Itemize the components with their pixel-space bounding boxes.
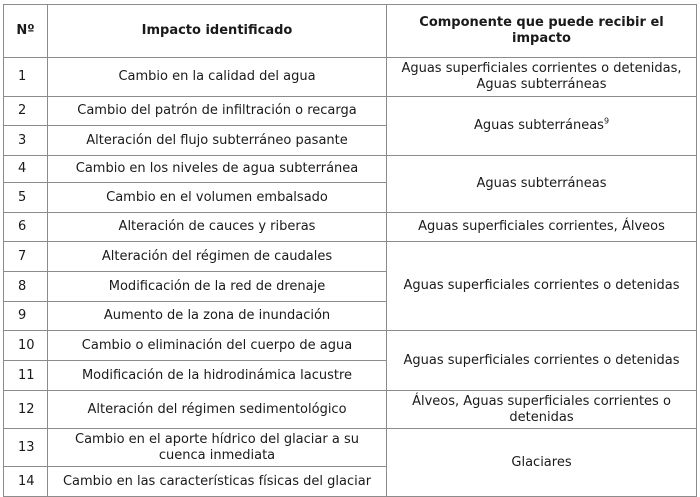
table-row (4, 331, 697, 361)
row-number: 4 (4, 156, 48, 183)
row-component: Aguas subterráneas (387, 156, 697, 213)
table-row (4, 58, 697, 97)
row-number: 9 (4, 302, 48, 331)
row-component: Aguas superficiales corrientes o detenidas, Aguas subterráneas (387, 58, 697, 97)
header-row (4, 5, 697, 58)
row-component: Aguas superficiales corrientes o detenidas (387, 242, 697, 331)
row-impact: Cambio en el volumen embalsado (48, 183, 387, 213)
header-num: Nº (4, 5, 48, 58)
row-component: Glaciares (387, 429, 697, 497)
row-impact: Cambio en la calidad del agua (48, 58, 387, 97)
row-number: 14 (4, 467, 48, 497)
row-component: Álveos, Aguas superficiales corrientes o detenidas (387, 391, 697, 429)
row-number: 7 (4, 242, 48, 272)
header-component: Componente que puede recibir el impacto (387, 5, 697, 58)
row-number: 11 (4, 361, 48, 391)
row-number: 10 (4, 331, 48, 361)
row-impact: Cambio del patrón de infiltración o recarga (48, 97, 387, 126)
row-number: 12 (4, 391, 48, 429)
component-text: Aguas subterráneas (473, 118, 604, 133)
row-impact: Cambio en el aporte hídrico del glaciar a su cuenca inmediata (48, 429, 387, 467)
row-number: 13 (4, 429, 48, 467)
impact-table (3, 4, 697, 497)
footnote-marker: 9 (603, 116, 610, 126)
row-number: 3 (4, 126, 48, 156)
row-number: 2 (4, 97, 48, 126)
table-row (4, 156, 697, 183)
row-impact: Cambio o eliminación del cuerpo de agua (48, 331, 387, 361)
row-component: Aguas superficiales corrientes o detenidas (387, 331, 697, 391)
row-impact: Alteración del régimen de caudales (48, 242, 387, 272)
row-number: 8 (4, 272, 48, 302)
row-impact: Modificación de la red de drenaje (48, 272, 387, 302)
row-number: 1 (4, 58, 48, 97)
table-row (4, 97, 697, 126)
row-impact: Alteración de cauces y riberas (48, 213, 387, 242)
table-row (4, 429, 697, 467)
row-impact: Alteración del flujo subterráneo pasante (48, 126, 387, 156)
header-impact: Impacto identificado (48, 5, 387, 58)
row-impact: Cambio en las características físicas del glaciar (48, 467, 387, 497)
row-number: 6 (4, 213, 48, 242)
row-impact: Modificación de la hidrodinámica lacustre (48, 361, 387, 391)
row-component: Aguas superficiales corrientes, Álveos (387, 213, 697, 242)
row-impact: Aumento de la zona de inundación (48, 302, 387, 331)
row-component (387, 97, 697, 156)
row-number: 5 (4, 183, 48, 213)
table-row (4, 213, 697, 242)
table-row (4, 242, 697, 272)
table-row (4, 391, 697, 429)
row-impact: Alteración del régimen sedimentológico (48, 391, 387, 429)
row-impact: Cambio en los niveles de agua subterránea (48, 156, 387, 183)
